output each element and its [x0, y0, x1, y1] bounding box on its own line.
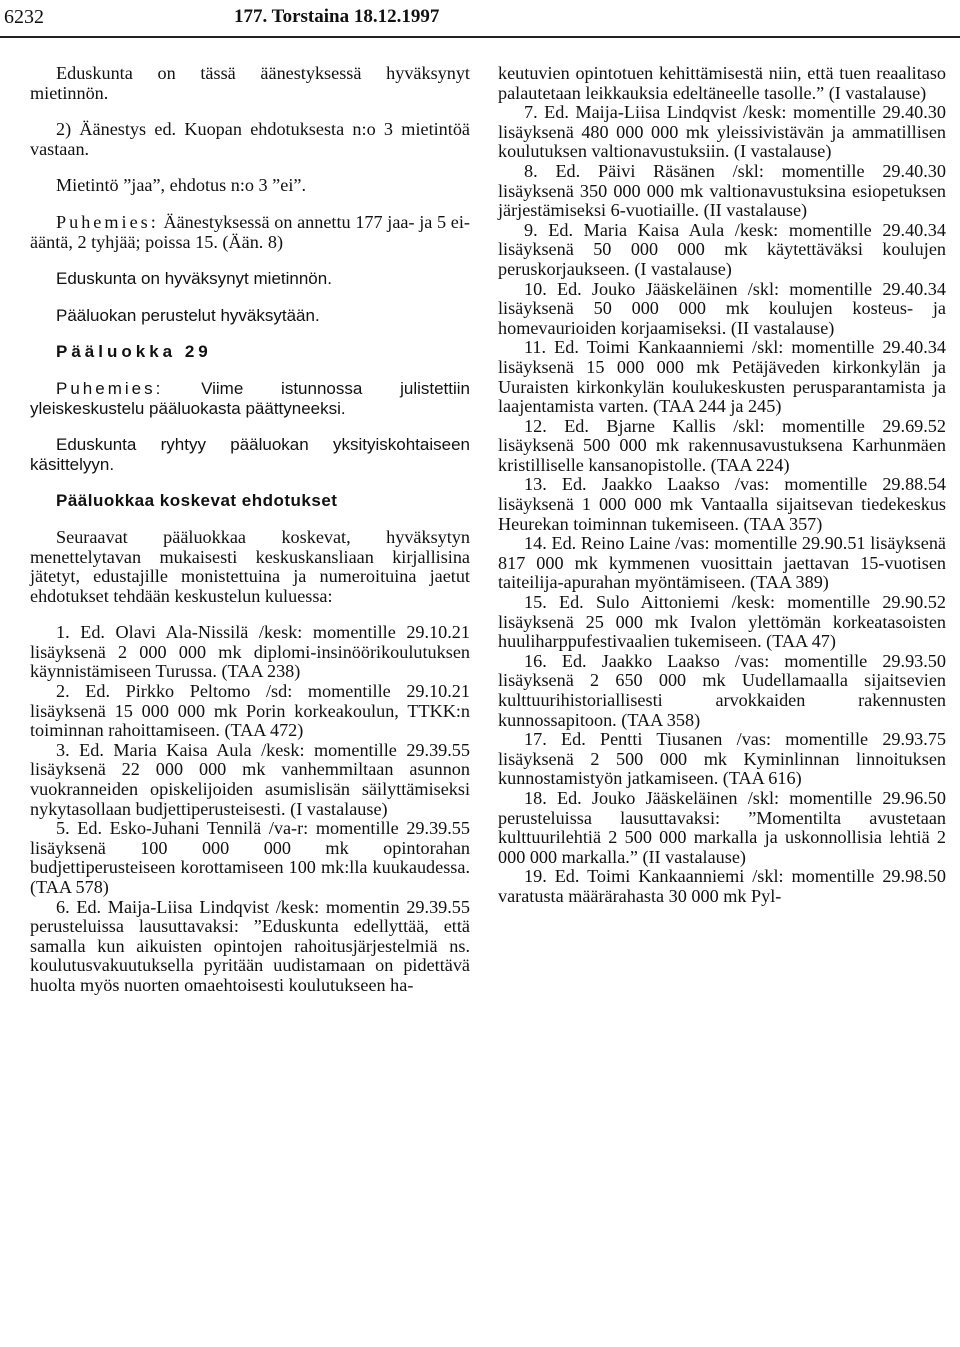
list-item: 2. Ed. Pirkko Peltomo /sd: momentille 29.10.21 lisäyksenä 15 000 000 mk Porin korkeakoulun, TTKK:n toiminnan rahoittamiseen. (TAA 472) — [30, 681, 470, 741]
list-item: 7. Ed. Maija-Liisa Lindqvist /kesk: momentille 29.40.30 lisäyksenä 480 000 000 mk yleissivistävän ja ammatillisen koulutuksen valtionavustuksiin. (I vastalause) — [498, 102, 946, 162]
subheading: Pääluokkaa koskevat ehdotukset — [56, 491, 338, 511]
list-item: 9. Ed. Maria Kaisa Aula /kesk: momentille 29.40.34 lisäyksenä 50 000 000 mk käytettäväksi koulujen peruskorjaukseen. (I vastalause) — [498, 219, 946, 279]
speech-text: Äänestyksessä on annettu 177 jaa- ja 5 ei-ääntä, 2 tyhjää; poissa 15. (Ään. 8) — [30, 211, 470, 252]
list-item: 1. Ed. Olavi Ala-Nissilä /kesk: momentille 29.10.21 lisäyksenä 2 000 000 mk diplomi-insinöörikoulutuksen käynnistämiseen Turussa. (TAA 238) — [30, 622, 470, 682]
list-item: 17. Ed. Pentti Tiusanen /vas: momentille 29.93.75 lisäyksenä 2 500 000 mk Kyminlinnan linnoituksen kunnostamistyön jatkamiseen. (TAA 616) — [498, 729, 946, 789]
issue-title: 177. Torstaina 18.12.1997 — [234, 6, 440, 27]
paragraph: keutuvien opintotuen kehittämisestä niin, että tuen reaalitaso palautetaan leikkauksia edeltäneelle tasolle.” (I vastalause) — [498, 63, 946, 103]
right-column — [498, 64, 946, 907]
paragraph: Seuraavat pääluokkaa koskevat, hyväksytyn menettelytavan mukaisesti keskuskansliaan kirjallisina jätetyt, edustajille monistettuina ja numeroituina jaetut ehdotukset tehdään keskustelun kuluessa: — [30, 526, 470, 606]
speaker-label: Puhemies: — [56, 211, 159, 232]
left-column — [30, 64, 470, 996]
speech-text: Viime istunnossa julistettiin yleiskeskustelu pääluokasta päättyneeksi. — [30, 378, 470, 418]
paragraph: Mietintö ”jaa”, ehdotus n:o 3 ”ei”. — [56, 175, 306, 196]
list-item: 8. Ed. Päivi Räsänen /skl: momentille 29.40.30 lisäyksenä 350 000 000 mk valtionavustuksina esiopetuksen järjestämiseksi 6-vuotiaille. (II vastalause) — [498, 160, 946, 221]
list-item: 10. Ed. Jouko Jääskeläinen /skl: momentille 29.40.34 lisäyksenä 50 000 000 mk koulujen kosteus- ja homevaurioiden korjaamiseksi. (II vastalause) — [498, 278, 946, 338]
speaker-label: Puhemies: — [56, 378, 164, 398]
list-item: 14. Ed. Reino Laine /vas: momentille 29.90.51 lisäyksenä 817 000 mk kymmenen vuosittain jaettavan 15-vuotisen taiteilija-apurahan myöntämiseen. (TAA 389) — [498, 533, 946, 593]
paragraph: Pääluokan perustelut hyväksytään. — [56, 305, 320, 325]
header-rule — [0, 36, 960, 38]
page-header — [0, 4, 960, 30]
list-item: 12. Ed. Bjarne Kallis /skl: momentille 29.69.52 lisäyksenä 500 000 mk rakennusavustuksena Karhunmäen kristilliselle kansanopistolle. (TAA 224) — [498, 415, 946, 475]
list-item: 6. Ed. Maija-Liisa Lindqvist /kesk: momentin 29.39.55 perusteluissa lausuttavaksi: ”Eduskunta edellyttää, että samalla kun aikuisten opintojen rahoitusjärjestelmiä ns. koulutusvakuutuksella pyritään uudistamaan on pidettävä huolta myös nuorten omaehtoisesti koulutukseen ha- — [30, 896, 470, 995]
paragraph — [30, 379, 470, 418]
paragraph: 2) Äänestys ed. Kuopan ehdotuksesta n:o 3 mietintöä vastaan. — [30, 119, 470, 159]
list-item: 5. Ed. Esko-Juhani Tennilä /va-r: momentille 29.39.55 lisäyksenä 100 000 000 mk opintorahan budjettiperusteiseen korottamiseen 100 mk:lla kuukaudessa. (TAA 578) — [30, 818, 470, 897]
list-item: 19. Ed. Toimi Kankaanniemi /skl: momentille 29.98.50 varatusta määrärahasta 30 000 mk Pyl- — [498, 866, 946, 906]
list-item: 11. Ed. Toimi Kankaanniemi /skl: momentille 29.40.34 lisäyksenä 15 000 000 mk Petäjäveden kirkonkylän ja Uuraisten kirkonkylän koulukeskusten perusparantamista ja laajentamista varten. (TAA 244 ja 245) — [498, 337, 946, 417]
paragraph: Eduskunta ryhtyy pääluokan yksityiskohtaiseen käsittelyyn. — [30, 435, 470, 474]
paragraph: Eduskunta on hyväksynyt mietinnön. — [56, 269, 332, 289]
section-title: Pääluokka 29 — [56, 342, 212, 362]
paragraph: Eduskunta on tässä äänestyksessä hyväksynyt mietinnön. — [30, 63, 470, 103]
list-item: 16. Ed. Jaakko Laakso /vas: momentille 29.93.50 lisäyksenä 2 650 000 mk Uudellamaalla sijaitsevien kulttuurihistoriallisesti arvokkaiden rakennusten kunnossapitoon. (TAA 358) — [498, 650, 946, 730]
paragraph — [30, 213, 470, 252]
list-item: 15. Ed. Sulo Aittoniemi /kesk: momentille 29.90.52 lisäyksenä 25 000 mk Ivalon ylettömän korkeatasoisten huuliharppufestivaalien tukemiseen. (TAA 47) — [498, 592, 946, 652]
page-number: 6232 — [4, 6, 44, 28]
list-item: 18. Ed. Jouko Jääskeläinen /skl: momentille 29.96.50 perusteluissa lausuttavaksi: ”Momentilta avustetaan kulttuurilehtiä 2 500 000 markalla ja uskonnollisia lehtiä 2 000 000 markalla.” (II vastalause) — [498, 787, 946, 867]
list-item: 3. Ed. Maria Kaisa Aula /kesk: momentille 29.39.55 lisäyksenä 22 000 000 mk vanhemmiltaan asunnon vuokranneiden opiskelijoiden asumislisän säilyttämiseksi nykytasollaan budjettiperusteisesti. (I vastalause) — [30, 739, 470, 819]
list-item: 13. Ed. Jaakko Laakso /vas: momentille 29.88.54 lisäyksenä 1 000 000 mk Vantaalla sijaitsevan tiedekeskus Heurekan toiminnan tukemiseen. (TAA 357) — [498, 474, 946, 534]
